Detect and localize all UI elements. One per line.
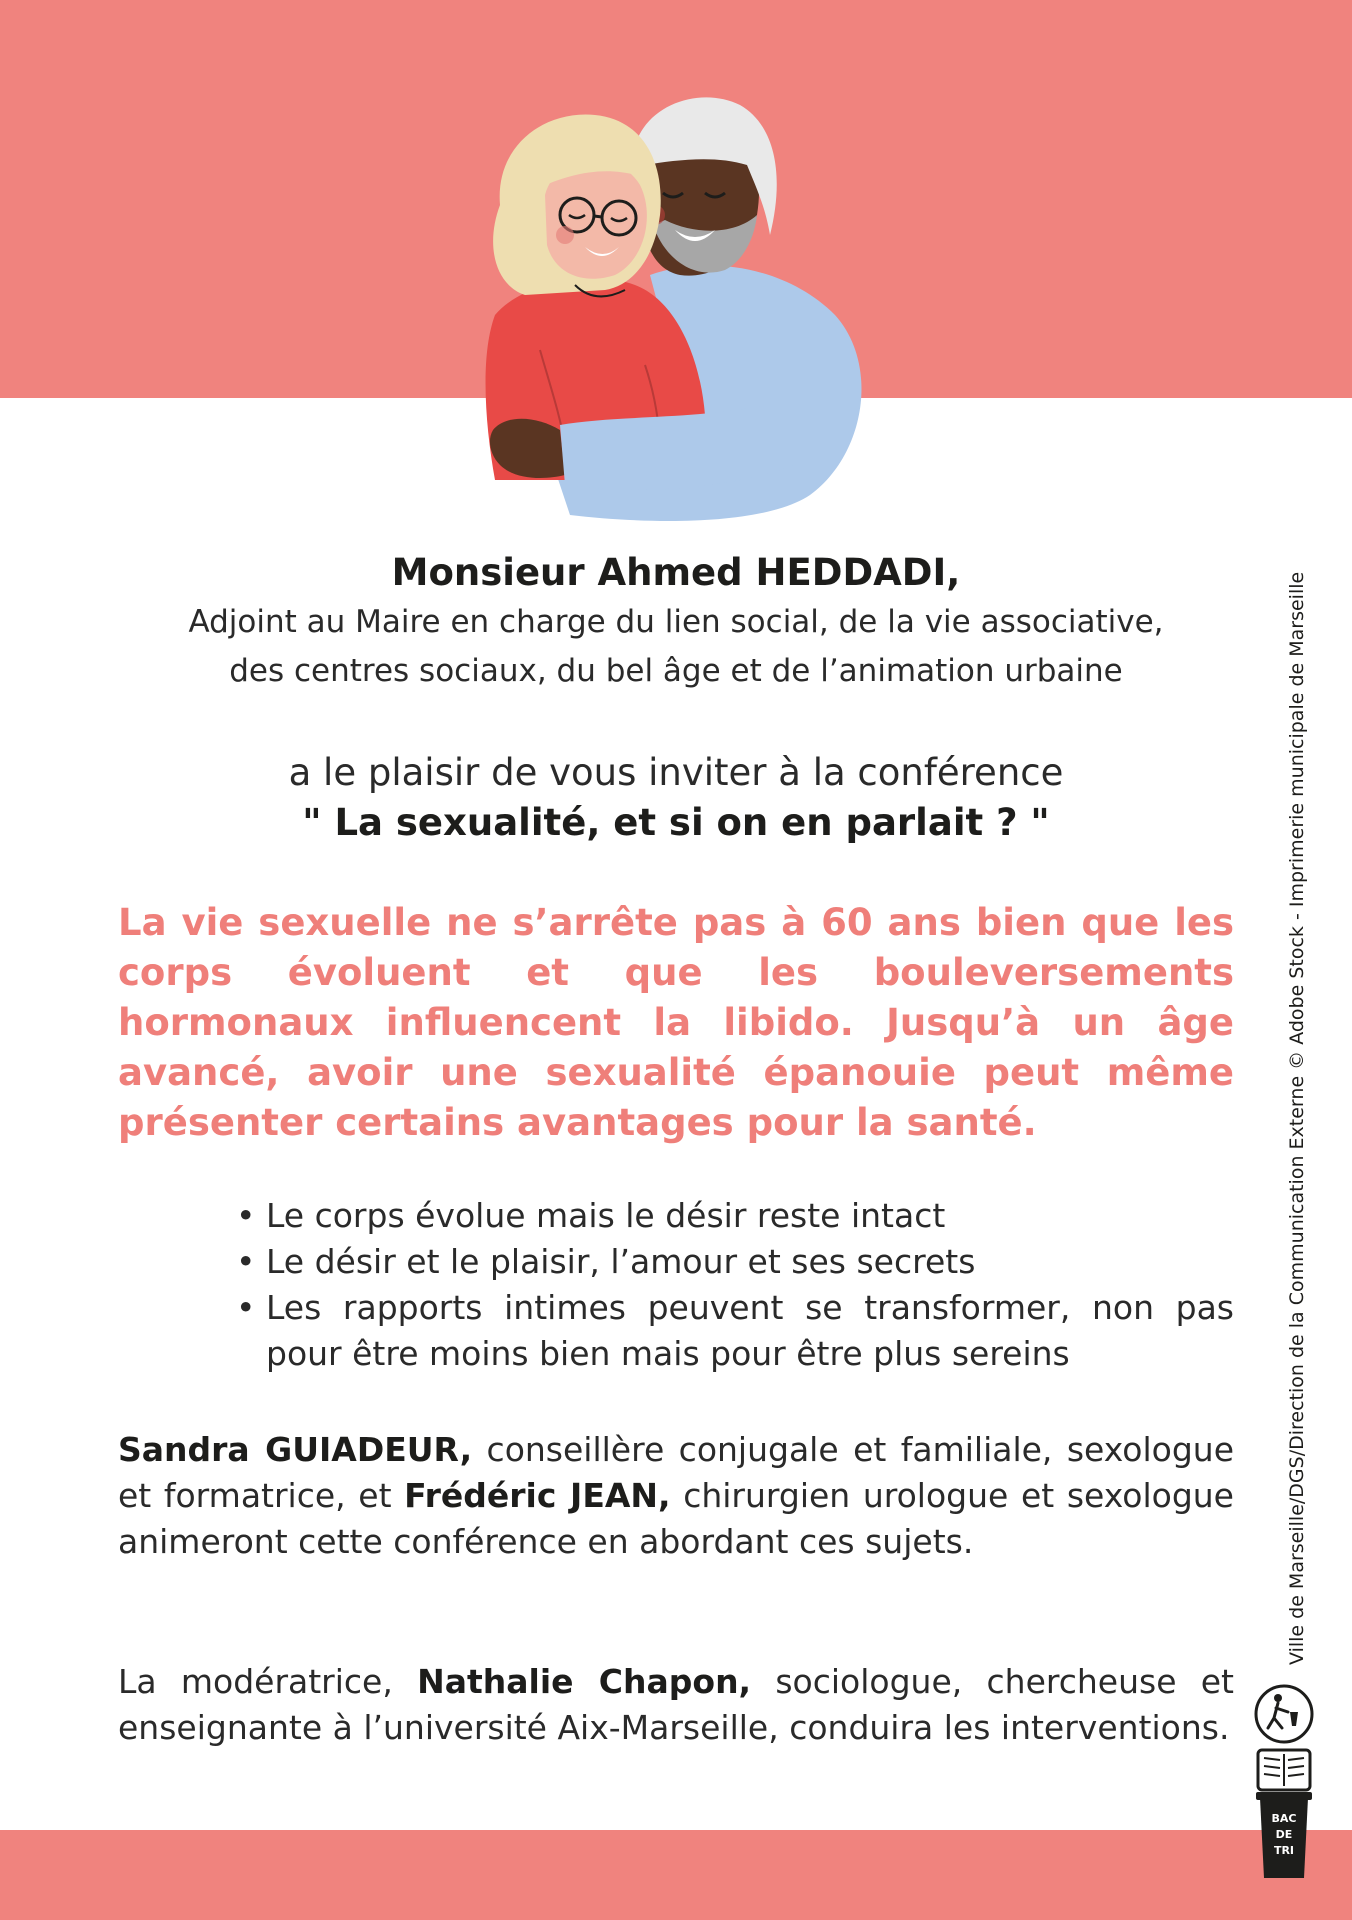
bin-label: TRI <box>1273 1844 1295 1857</box>
paper-recycling-icon <box>1258 1750 1310 1790</box>
list-item: • Le désir et le plaisir, l’amour et ses secrets <box>232 1239 1234 1285</box>
speaker-description: conseillère conjugale et familiale, sexologue et formatrice, et <box>118 1430 1234 1515</box>
speaker-description: chirurgien urologue et sexologue animeront cette conférence en abordant ces sujets. <box>118 1476 1234 1561</box>
speaker-name: Frédéric JEAN, <box>404 1476 671 1515</box>
invitation-block <box>100 748 1252 848</box>
recycling-logos <box>1248 1682 1320 1882</box>
moderator-name: Nathalie Chapon, <box>417 1662 752 1701</box>
sorting-bin-icon <box>1256 1792 1312 1878</box>
host-name: Monsieur Ahmed HEDDADI, <box>391 551 961 594</box>
couple-illustration <box>465 85 895 525</box>
speakers-paragraph <box>118 1427 1234 1565</box>
tidyman-icon <box>1256 1686 1312 1742</box>
print-credit: Ville de Marseille/DGS/Direction de la Communication Externe © Adobe Stock - Imprimerie municipale de Marseille <box>1286 571 1308 1665</box>
host-role-line: des centres sociaux, du bel âge et de l’animation urbaine <box>229 653 1123 689</box>
host-role-line: Adjoint au Maire en charge du lien social, de la vie associative, <box>188 604 1164 640</box>
list-item: • Le corps évolue mais le désir reste intact <box>232 1193 1234 1239</box>
list-item: • Les rapports intimes peuvent se transformer, non pas pour être moins bien mais pour être plus sereins <box>232 1285 1234 1377</box>
speaker-name: Sandra GUIADEUR, <box>118 1430 473 1469</box>
conference-title: " La sexualité, et si on en parlait ? " <box>302 801 1050 844</box>
bin-label: DE <box>1275 1828 1293 1841</box>
topics-list <box>232 1193 1234 1377</box>
moderator-intro: La modératrice, <box>118 1662 418 1701</box>
lead-paragraph: La vie sexuelle ne s’arrête pas à 60 ans bien que les corps évoluent et que les bouleversements hormonaux influencent la libido. Jusqu’à un âge avancé, avoir une sexualité épanouie peut même présenter certains avantages pour la santé. <box>118 901 1234 1144</box>
bin-label: BAC <box>1271 1812 1297 1825</box>
host-block <box>100 548 1252 696</box>
bottom-color-band <box>0 1830 1352 1920</box>
moderator-description: sociologue, chercheuse et enseignante à l’université Aix-Marseille, conduira les interventions. <box>118 1662 1234 1747</box>
moderator-paragraph <box>118 1659 1234 1751</box>
invitation-line: a le plaisir de vous inviter à la conférence <box>288 751 1064 794</box>
